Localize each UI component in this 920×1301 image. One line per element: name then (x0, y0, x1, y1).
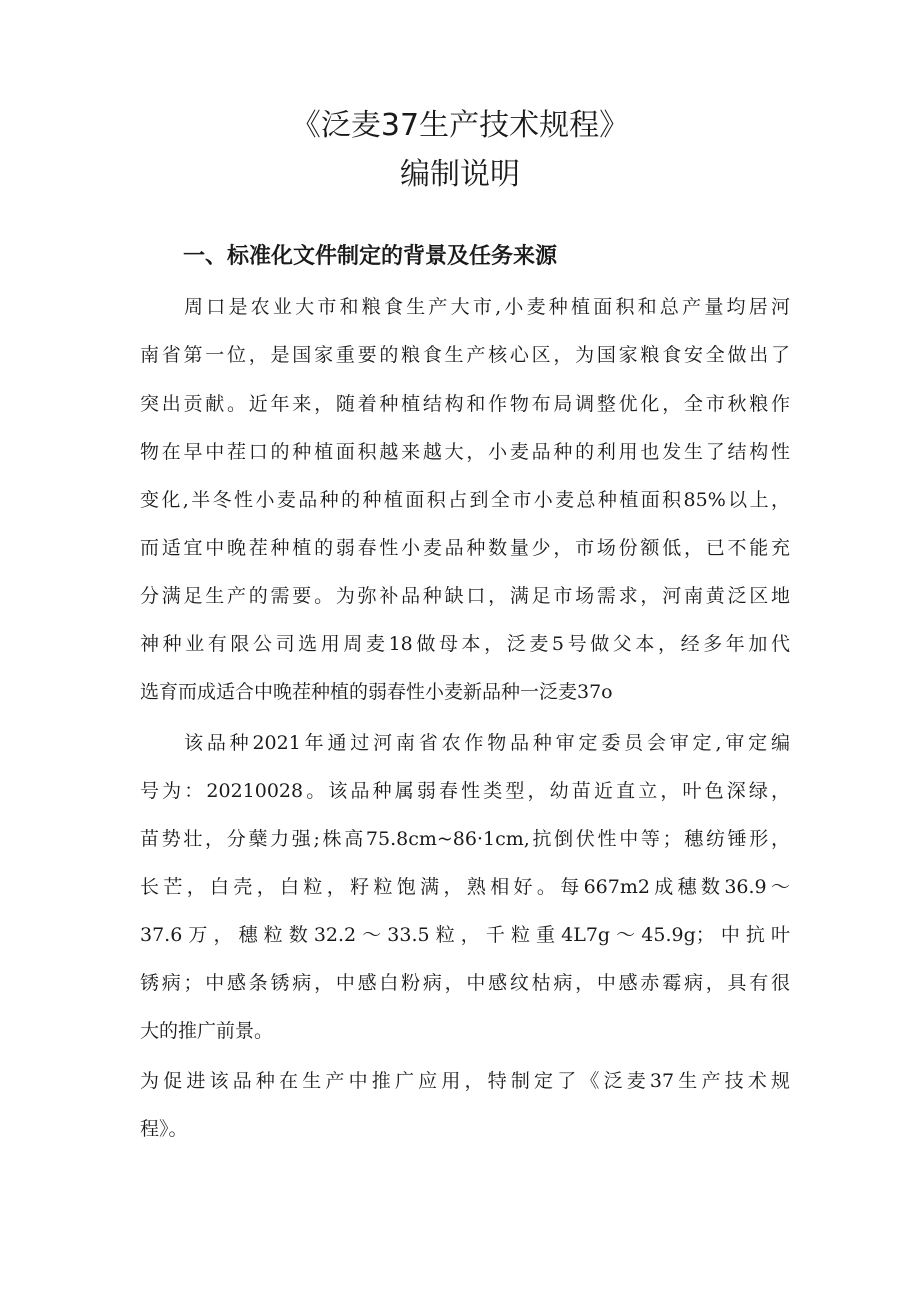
paragraph-line: 锈病；中感条锈病，中感白粉病，中感纹枯病，中感赤霉病，具有很 (140, 972, 790, 994)
paragraph-line: 37.6万，穗粒数32.2～33.5粒，千粒重4L7g～45.9g；中抗叶 (140, 924, 790, 946)
paragraph-line: 大的推广前景。 (140, 1020, 274, 1042)
paragraph-line: 选育而成适合中晚茬种植的弱春性小麦新品种一泛麦37o (140, 681, 613, 703)
paragraph-line: 分满足生产的需要。为弥补品种缺口，满足市场需求，河南黄泛区地 (140, 585, 790, 607)
paragraph-line: 变化,半冬性小麦品种的种植面积占到全市小麦总种植面积85%以上， (140, 489, 790, 511)
paragraph-line: 突出贡献。近年来，随着种植结构和作物布局调整优化，全市秋粮作 (140, 393, 790, 415)
section-heading: 一、标准化文件制定的背景及任务来源 (183, 244, 558, 269)
paragraph-line: 物在早中茬口的种植面积越来越大，小麦品种的利用也发生了结构性 (140, 441, 790, 463)
paragraph-line: 周口是农业大市和粮食生产大市,小麦种植面积和总产量均居河 (184, 296, 790, 318)
paragraph-line: 长芒，白壳，白粒，籽粒饱满，熟相好。每667m2成穗数36.9～ (140, 876, 790, 898)
paragraph-line: 南省第一位，是国家重要的粮食生产核心区，为国家粮食安全做出了 (140, 344, 790, 366)
paragraph-line: 神种业有限公司选用周麦18做母本，泛麦5号做父本，经多年加代 (140, 633, 790, 655)
paragraph-line: 为促进该品种在生产中推广应用，特制定了《泛麦37生产技术规 (140, 1070, 790, 1092)
paragraph-line: 苗势壮，分蘖力强;株高75.8cm~86·1cm,抗倒伏性中等；穗纺锤形， (140, 828, 790, 850)
paragraph-line: 号为：20210028。该品种属弱春性类型，幼苗近直立，叶色深绿， (140, 780, 790, 802)
document-subtitle: 编制说明 (400, 157, 520, 192)
document-title: 《泛麦37生产技术规程》 (290, 108, 630, 143)
paragraph-line: 该品种2021年通过河南省农作物品种审定委员会审定,审定编 (184, 732, 790, 754)
paragraph-line: 程》。 (140, 1118, 188, 1140)
paragraph-line: 而适宜中晚茬种植的弱春性小麦品种数量少，市场份额低，已不能充 (140, 537, 790, 559)
